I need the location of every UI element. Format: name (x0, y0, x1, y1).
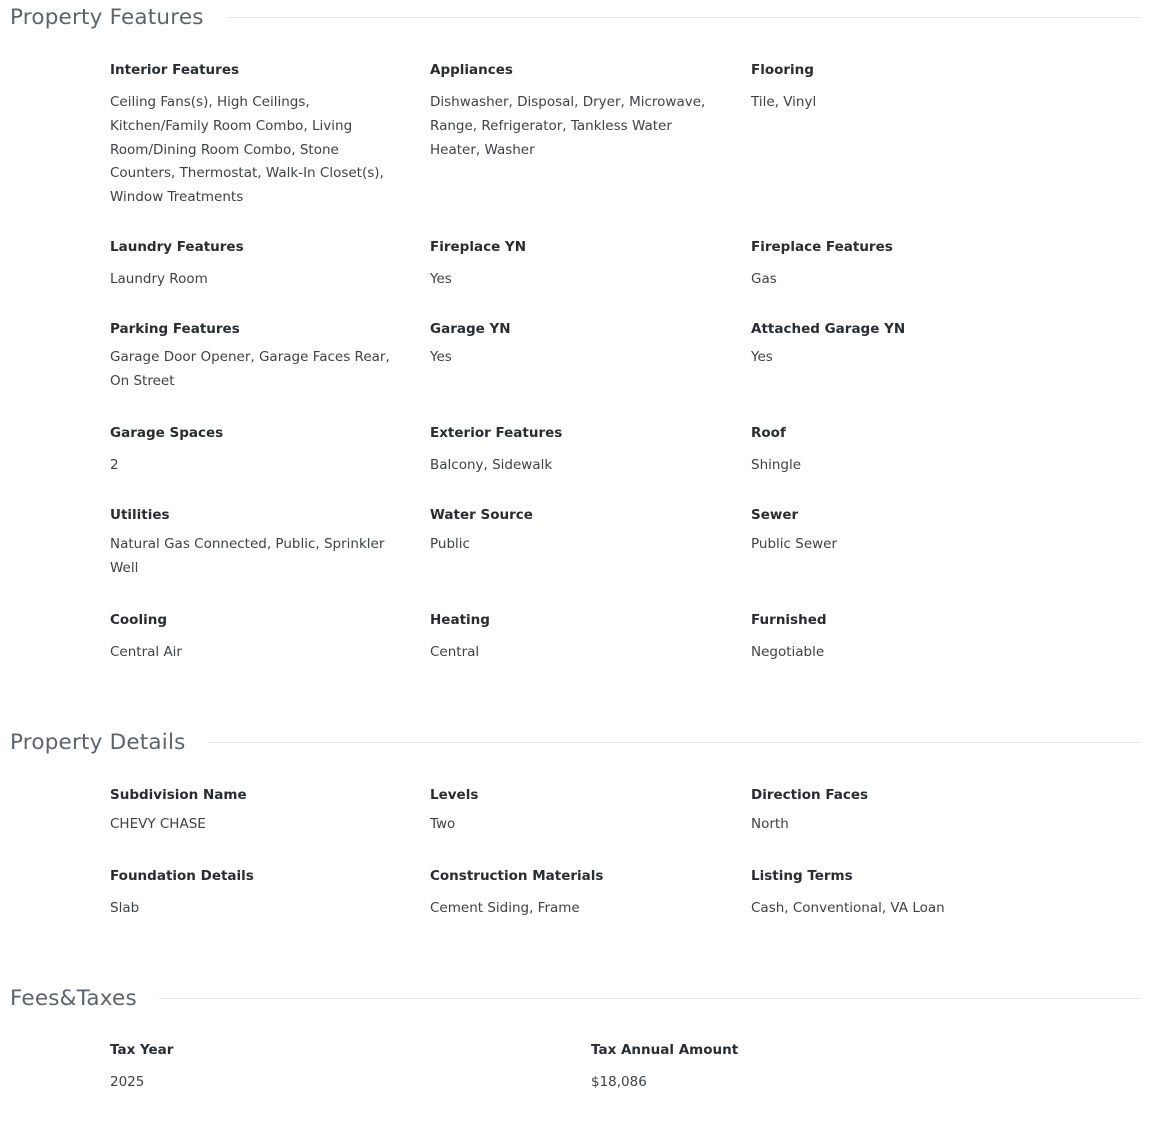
field-value: Slab (110, 900, 140, 916)
field-label: Fireplace YN (430, 239, 526, 255)
field-construction-materials (430, 867, 720, 921)
field-label: Garage YN (430, 321, 511, 337)
field-value: Negotiable (751, 644, 825, 660)
field-appliances (430, 61, 715, 162)
field-value: Balcony, Sidewalk (430, 457, 553, 473)
section-header (10, 0, 1142, 34)
field-fireplace-yn (430, 238, 720, 292)
field-label: Tax Year (110, 1042, 174, 1058)
field-sewer (751, 506, 1041, 557)
field-label: Parking Features (110, 321, 240, 337)
section-fees-taxes (0, 981, 1150, 1111)
field-attached-garage-yn (751, 320, 1041, 370)
field-value: Yes (430, 271, 452, 287)
field-value: North (751, 816, 789, 832)
field-interior-features (110, 61, 400, 210)
field-label: Cooling (110, 612, 167, 628)
field-roof (751, 424, 1041, 478)
field-label: Roof (751, 425, 786, 441)
field-label: Water Source (430, 507, 533, 523)
field-label: Construction Materials (430, 868, 604, 884)
field-flooring (751, 61, 1041, 115)
field-value: Cash, Conventional, VA Loan (751, 900, 945, 916)
field-label: Direction Faces (751, 787, 869, 803)
field-parking-features (110, 320, 410, 394)
field-levels (430, 786, 720, 837)
section-title: Property Details (10, 729, 186, 755)
field-value: Laundry Room (110, 271, 208, 287)
field-value: Garage Door Opener, Garage Faces Rear, On Street (110, 349, 390, 389)
field-label: Foundation Details (110, 868, 254, 884)
divider (226, 17, 1142, 18)
field-label: Attached Garage YN (751, 321, 906, 337)
field-value: Central Air (110, 644, 182, 660)
field-label: Listing Terms (751, 868, 853, 884)
field-garage-spaces (110, 424, 400, 478)
field-value: Yes (751, 349, 773, 365)
field-value: 2 (110, 457, 119, 473)
section-header (10, 981, 1142, 1015)
field-value: Dishwasher, Disposal, Dryer, Microwave, Range, Refrigerator, Tankless Water Heater, Washer (430, 94, 706, 158)
field-label: Sewer (751, 507, 799, 523)
field-subdivision-name (110, 786, 400, 837)
section-property-details (0, 725, 1150, 935)
field-value: CHEVY CHASE (110, 816, 206, 832)
divider (208, 742, 1142, 743)
field-water-source (430, 506, 720, 557)
field-label: Utilities (110, 507, 170, 523)
field-foundation-details (110, 867, 400, 921)
field-cooling (110, 611, 400, 665)
field-label: Subdivision Name (110, 787, 247, 803)
field-label: Garage Spaces (110, 425, 224, 441)
field-fireplace-features (751, 238, 1041, 292)
field-value: Shingle (751, 457, 802, 473)
field-label: Furnished (751, 612, 827, 628)
field-value: Public Sewer (751, 536, 838, 552)
field-value: Public (430, 536, 470, 552)
field-label: Appliances (430, 62, 513, 78)
field-label: Interior Features (110, 62, 240, 78)
section-title: Property Features (10, 4, 204, 30)
field-utilities (110, 506, 410, 581)
field-value: Ceiling Fans(s), High Ceilings, Kitchen/Family Room Combo, Living Room/Dining Room Combo, Stone Counters, Thermostat, Walk-In Closet(s), Window Treatments (110, 94, 384, 206)
field-label: Tax Annual Amount (591, 1042, 739, 1058)
field-value: Natural Gas Connected, Public, Sprinkler Well (110, 536, 385, 576)
field-value: $18,086 (591, 1074, 647, 1090)
field-tax-year (110, 1041, 510, 1095)
field-label: Levels (430, 787, 479, 803)
field-garage-yn (430, 320, 720, 370)
divider (159, 998, 1142, 999)
field-value: Yes (430, 349, 452, 365)
field-value: Gas (751, 271, 777, 287)
section-header (10, 725, 1142, 759)
field-value: Tile, Vinyl (751, 94, 817, 110)
field-label: Fireplace Features (751, 239, 893, 255)
field-tax-annual-amount (591, 1041, 991, 1095)
field-value: 2025 (110, 1074, 145, 1090)
field-laundry-features (110, 238, 400, 292)
field-label: Exterior Features (430, 425, 563, 441)
field-furnished (751, 611, 1041, 665)
field-label: Flooring (751, 62, 814, 78)
field-listing-terms (751, 867, 1041, 921)
field-value: Cement Siding, Frame (430, 900, 580, 916)
field-value: Two (430, 816, 456, 832)
field-direction-faces (751, 786, 1041, 837)
field-value: Central (430, 644, 480, 660)
section-title: Fees&Taxes (10, 985, 137, 1011)
field-exterior-features (430, 424, 720, 478)
field-label: Heating (430, 612, 490, 628)
field-heating (430, 611, 720, 665)
field-label: Laundry Features (110, 239, 244, 255)
